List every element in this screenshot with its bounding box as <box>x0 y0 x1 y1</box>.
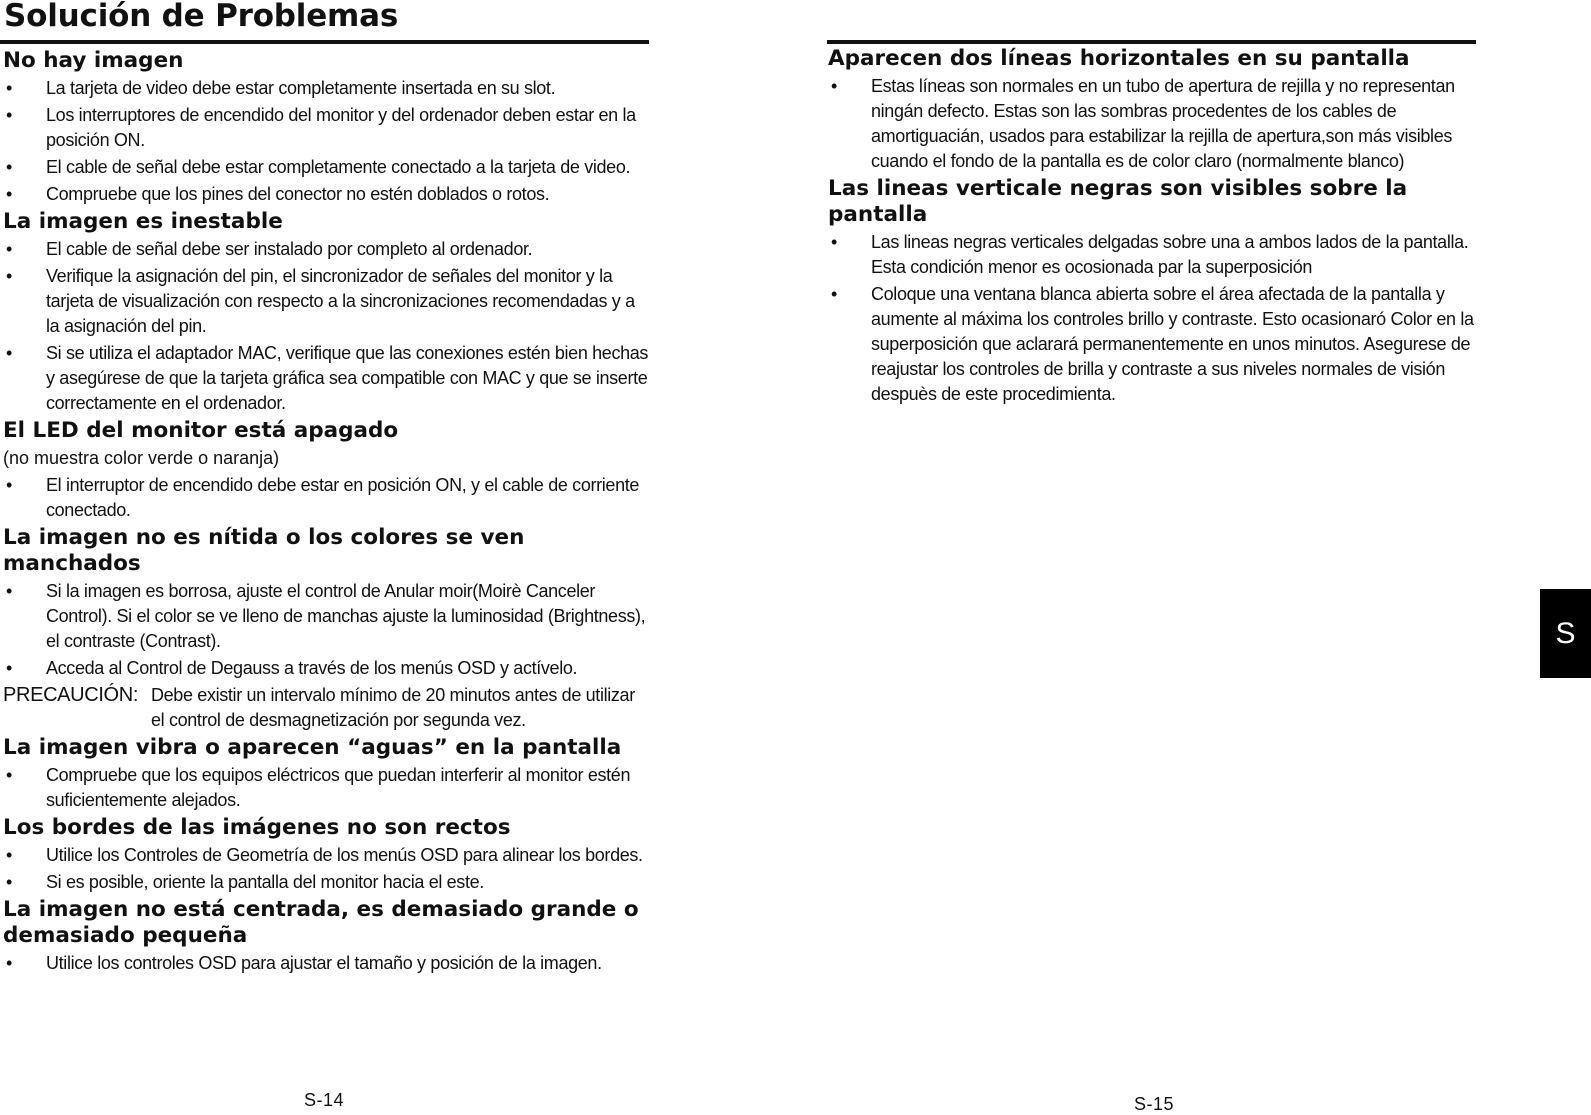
bullet-list <box>3 237 651 416</box>
list-item: • Los interruptores de encendido del monitor y del ordenador deben estar en la posición ON. <box>3 103 651 153</box>
section-heading: Las lineas verticale negras son visibles sobre la pantalla <box>828 176 1408 227</box>
right-title-rule <box>827 40 1476 44</box>
bullet-list <box>3 951 651 976</box>
section-heading: La imagen es inestable <box>3 209 283 234</box>
section <box>3 815 651 895</box>
bullet-list <box>3 763 651 813</box>
bullet-list <box>3 76 651 207</box>
list-item: • Si se utiliza el adaptador MAC, verifique que las conexiones estén bien hechas y asegúrese de que la tarjeta gráfica sea compatible con MAC y que se inserte correctamente en el ordenador. <box>3 341 651 416</box>
list-item: • Si es posible, oriente la pantalla del monitor hacia el este. <box>3 870 651 895</box>
section <box>3 48 651 207</box>
list-item: • Utilice los controles OSD para ajustar el tamaño y posición de la imagen. <box>3 951 651 976</box>
page-title: Solución de Problemas <box>4 0 399 34</box>
left-title-rule <box>0 40 649 44</box>
list-item: • La tarjeta de video debe estar completamente insertada en su slot. <box>3 76 651 101</box>
list-item: • Estas líneas son normales en un tubo de apertura de rejilla y no representan ningán defecto. Estas son las sombras procedentes de los cables de amortiguacián, usados para estabilizar la rejilla de apertura,son más visibles cuando el fondo de la pantalla es de color claro (normalmente blanco) <box>828 74 1478 174</box>
language-tab-label: S <box>1555 616 1576 650</box>
section-heading: El LED del monitor está apagado <box>3 418 399 443</box>
bullet-list <box>3 843 651 895</box>
section-heading: La imagen no es nítida o los colores se ven manchados <box>3 525 525 576</box>
right-column <box>828 46 1478 409</box>
language-tab <box>1540 589 1591 678</box>
list-item: • El cable de señal debe ser instalado por completo al ordenador. <box>3 237 651 262</box>
section <box>3 525 651 733</box>
section-heading: No hay imagen <box>3 48 184 73</box>
section-heading: La imagen no está centrada, es demasiado grande o demasiado pequeña <box>3 897 639 948</box>
section <box>828 176 1478 407</box>
list-item: • Utilice los Controles de Geometría de los menús OSD para alinear los bordes. <box>3 843 651 868</box>
list-item: • Compruebe que los pines del conector no estén doblados o rotos. <box>3 182 651 207</box>
section <box>3 418 651 523</box>
list-item: • El interruptor de encendido debe estar en posición ON, y el cable de corriente conectado. <box>3 473 651 523</box>
section-heading: Los bordes de las imágenes no son rectos <box>3 815 511 840</box>
section <box>3 735 651 813</box>
section <box>828 46 1478 174</box>
page-number-left: S-14 <box>304 1090 345 1110</box>
list-item: • Coloque una ventana blanca abierta sobre el área afectada de la pantalla y aumente al máxima los controles brillo y contraste. Esto ocasionaró Color en la superposición que aclarará permanentemente en unos minutos. Asegurese de reajustar los controles de brilla y contraste a sus niveles normales de visión despuès de este procedimienta. <box>828 282 1478 407</box>
list-item: • Verifique la asignación del pin, el sincronizador de señales del monitor y la tarjeta de visualización con respecto a la sincronizaciones recomendadas y a la asignación del pin. <box>3 264 651 339</box>
caution-text: Debe existir un intervalo mínimo de 20 minutos antes de utilizar el control de desmagnetización por segunda vez. <box>151 685 635 730</box>
bullet-list <box>828 230 1478 407</box>
list-item: • Compruebe que los equipos eléctricos que puedan interferir al monitor estén suficientemente alejados. <box>3 763 651 813</box>
section-heading: La imagen vibra o aparecen “aguas” en la pantalla <box>3 735 622 760</box>
list-item: • El cable de señal debe estar completamente conectado a la tarjeta de video. <box>3 155 651 180</box>
section <box>3 897 651 976</box>
section-note: (no muestra color verde o naranja) <box>3 448 280 468</box>
caution-label: PRECAUCIÓN: <box>3 684 139 706</box>
bullet-list <box>3 473 651 523</box>
bullet-list <box>828 74 1478 174</box>
page-number-right: S-15 <box>1134 1094 1175 1114</box>
list-item: • Las lineas negras verticales delgadas sobre una a ambos lados de la pantalla. Esta condición menor es ocosionada par la superposición <box>828 230 1478 280</box>
section <box>3 209 651 416</box>
bullet-list <box>3 579 651 681</box>
left-column <box>3 48 651 978</box>
caution-note <box>3 683 651 733</box>
list-item: • Acceda al Control de Degauss a través de los menús OSD y actívelo. <box>3 656 651 681</box>
list-item: • Si la imagen es borrosa, ajuste el control de Anular moir(Moirè Canceler Control). Si el color se ve lleno de manchas ajuste la luminosidad (Brightness), el contraste (Contrast). <box>3 579 651 654</box>
section-heading: Aparecen dos líneas horizontales en su pantalla <box>828 46 1410 71</box>
